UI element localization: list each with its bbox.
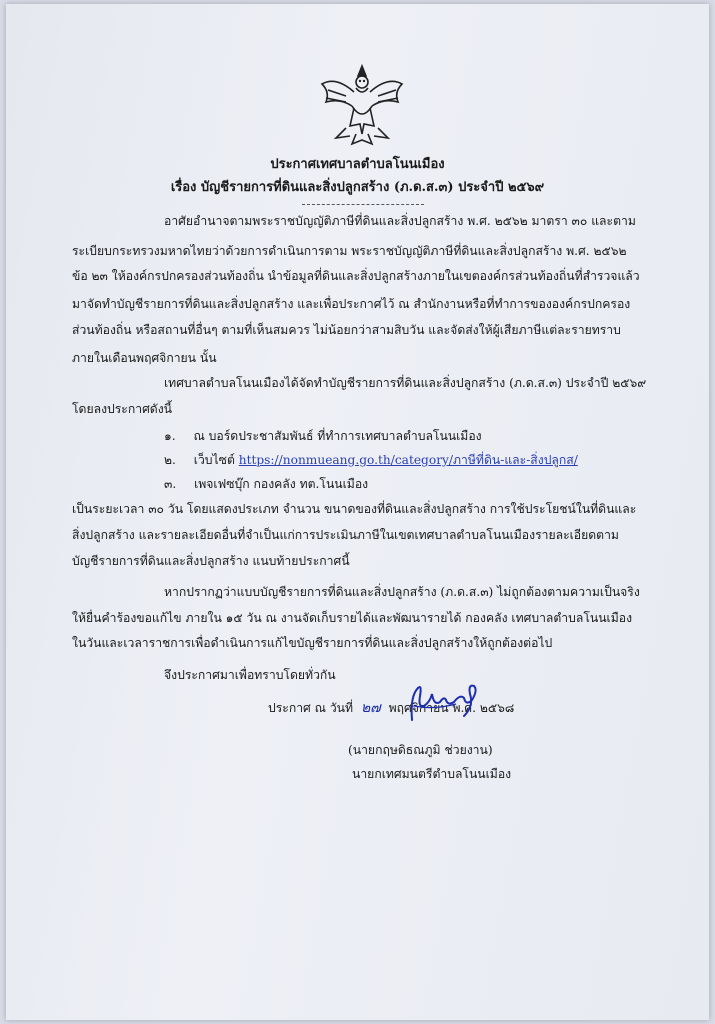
date-prefix: ประกาศ ณ วันที่ <box>268 701 354 715</box>
announcement-title: ประกาศเทศบาลตำบลโนนเมือง <box>270 157 445 172</box>
paragraph-line: มาจัดทำบัญชีรายการที่ดินและสิ่งปลูกสร้าง และเพื่อประกาศไว้ ณ สำนักงานหรือที่ทำการขององค์กรปกครอง <box>72 297 631 311</box>
paragraph-line: สิ่งปลูกสร้าง และรายละเอียดอื่นที่จำเป็นแก่การประเมินภาษีในเขตเทศบาลตำบลโนนเมืองรายละเอียดตาม <box>72 528 619 542</box>
signature <box>404 676 486 728</box>
paragraph-line: เป็นระยะเวลา ๓๐ วัน โดยแสดงประเภท จำนวน ขนาดของที่ดินและสิ่งปลูกสร้าง การใช้ประโยชน์ในที่ดินและ <box>72 502 637 516</box>
paragraph-line: หากปรากฏว่าแบบบัญชีรายการที่ดินและสิ่งปลูกสร้าง (ภ.ด.ส.๓) ไม่ถูกต้องตามความเป็นจริง <box>164 585 640 599</box>
paragraph-line: ส่วนท้องถิ่น หรือสถานที่อื่นๆ ตามที่เห็นสมควร ไม่น้อยกว่าสามสิบวัน และจัดส่งให้ผู้เสียภาษีแต่ละรายทราบ <box>72 323 621 337</box>
list-item <box>164 428 482 444</box>
date-day-handwritten: ๒๗ <box>360 700 381 716</box>
paragraph-line: ระเบียบกระทรวงมหาดไทยว่าด้วยการดำเนินการตาม พระราชบัญญัติภาษีที่ดินและสิ่งปลูกสร้าง พ.ศ. ๒๕๖๒ <box>72 244 627 258</box>
announcement-subject: เรื่อง บัญชีรายการที่ดินและสิ่งปลูกสร้าง (ภ.ด.ส.๓) ประจำปี ๒๕๖๙ <box>170 180 545 195</box>
title-divider <box>302 204 424 205</box>
list-text: ณ บอร์ดประชาสัมพันธ์ ที่ทำการเทศบาลตำบลโนนเมือง <box>193 429 482 443</box>
list-item <box>164 452 578 468</box>
garuda-emblem <box>316 62 408 146</box>
signer-position: นายกเทศมนตรีตำบลโนนเมือง <box>352 767 512 781</box>
closing-statement: จึงประกาศมาเพื่อทราบโดยทั่วกัน <box>164 668 336 682</box>
list-text: เว็บไซต์ <box>193 453 239 467</box>
paragraph-line: ภายในเดือนพฤศจิกายน นั้น <box>72 351 217 365</box>
paragraph-line: บัญชีรายการที่ดินและสิ่งปลูกสร้าง แนบท้ายประกาศนี้ <box>72 554 350 568</box>
paragraph-line: ในวันและเวลาราชการเพื่อดำเนินการแก้ไขบัญชีรายการที่ดินและสิ่งปลูกสร้างให้ถูกต้องต่อไป <box>72 636 553 650</box>
list-number: ๓. <box>164 477 177 491</box>
website-link[interactable]: https://nonmueang.go.th/category/ภาษีที่ดิน-และ-สิ่งปลูกส/ <box>238 453 578 467</box>
date-suffix: พฤศจิกายน พ.ศ. ๒๕๖๘ <box>388 701 515 715</box>
document-page <box>6 4 709 1020</box>
list-text: เพจเฟซบุ๊ก กองคลัง ทต.โนนเมือง <box>194 477 369 491</box>
list-item <box>164 476 368 492</box>
list-number: ๑. <box>164 429 176 443</box>
paragraph-line: โดยลงประกาศดังนี้ <box>72 402 173 416</box>
paragraph-line: อาศัยอำนาจตามพระราชบัญญัติภาษีที่ดินและสิ่งปลูกสร้าง พ.ศ. ๒๕๖๒ มาตรา ๓๐ และตาม <box>164 214 636 228</box>
paragraph-line: เทศบาลตำบลโนนเมืองได้จัดทำบัญชีรายการที่ดินและสิ่งปลูกสร้าง (ภ.ด.ส.๓) ประจำปี ๒๕๖๙ <box>164 376 647 390</box>
list-number: ๒. <box>164 453 176 467</box>
signer-name: (นายกฤษดิธณภูมิ ช่วยงาน) <box>348 743 493 757</box>
paragraph-line: ข้อ ๒๓ ให้องค์กรปกครองส่วนท้องถิ่น นำข้อมูลที่ดินและสิ่งปลูกสร้างภายในเขตองค์กรส่วนท้องถิ่นที่สำรวจแล้ว <box>72 269 640 283</box>
paragraph-line: ให้ยื่นคำร้องขอแก้ไข ภายใน ๑๕ วัน ณ งานจัดเก็บรายได้และพัฒนารายได้ กองคลัง เทศบาลตำบลโนนเมือง <box>72 611 633 625</box>
